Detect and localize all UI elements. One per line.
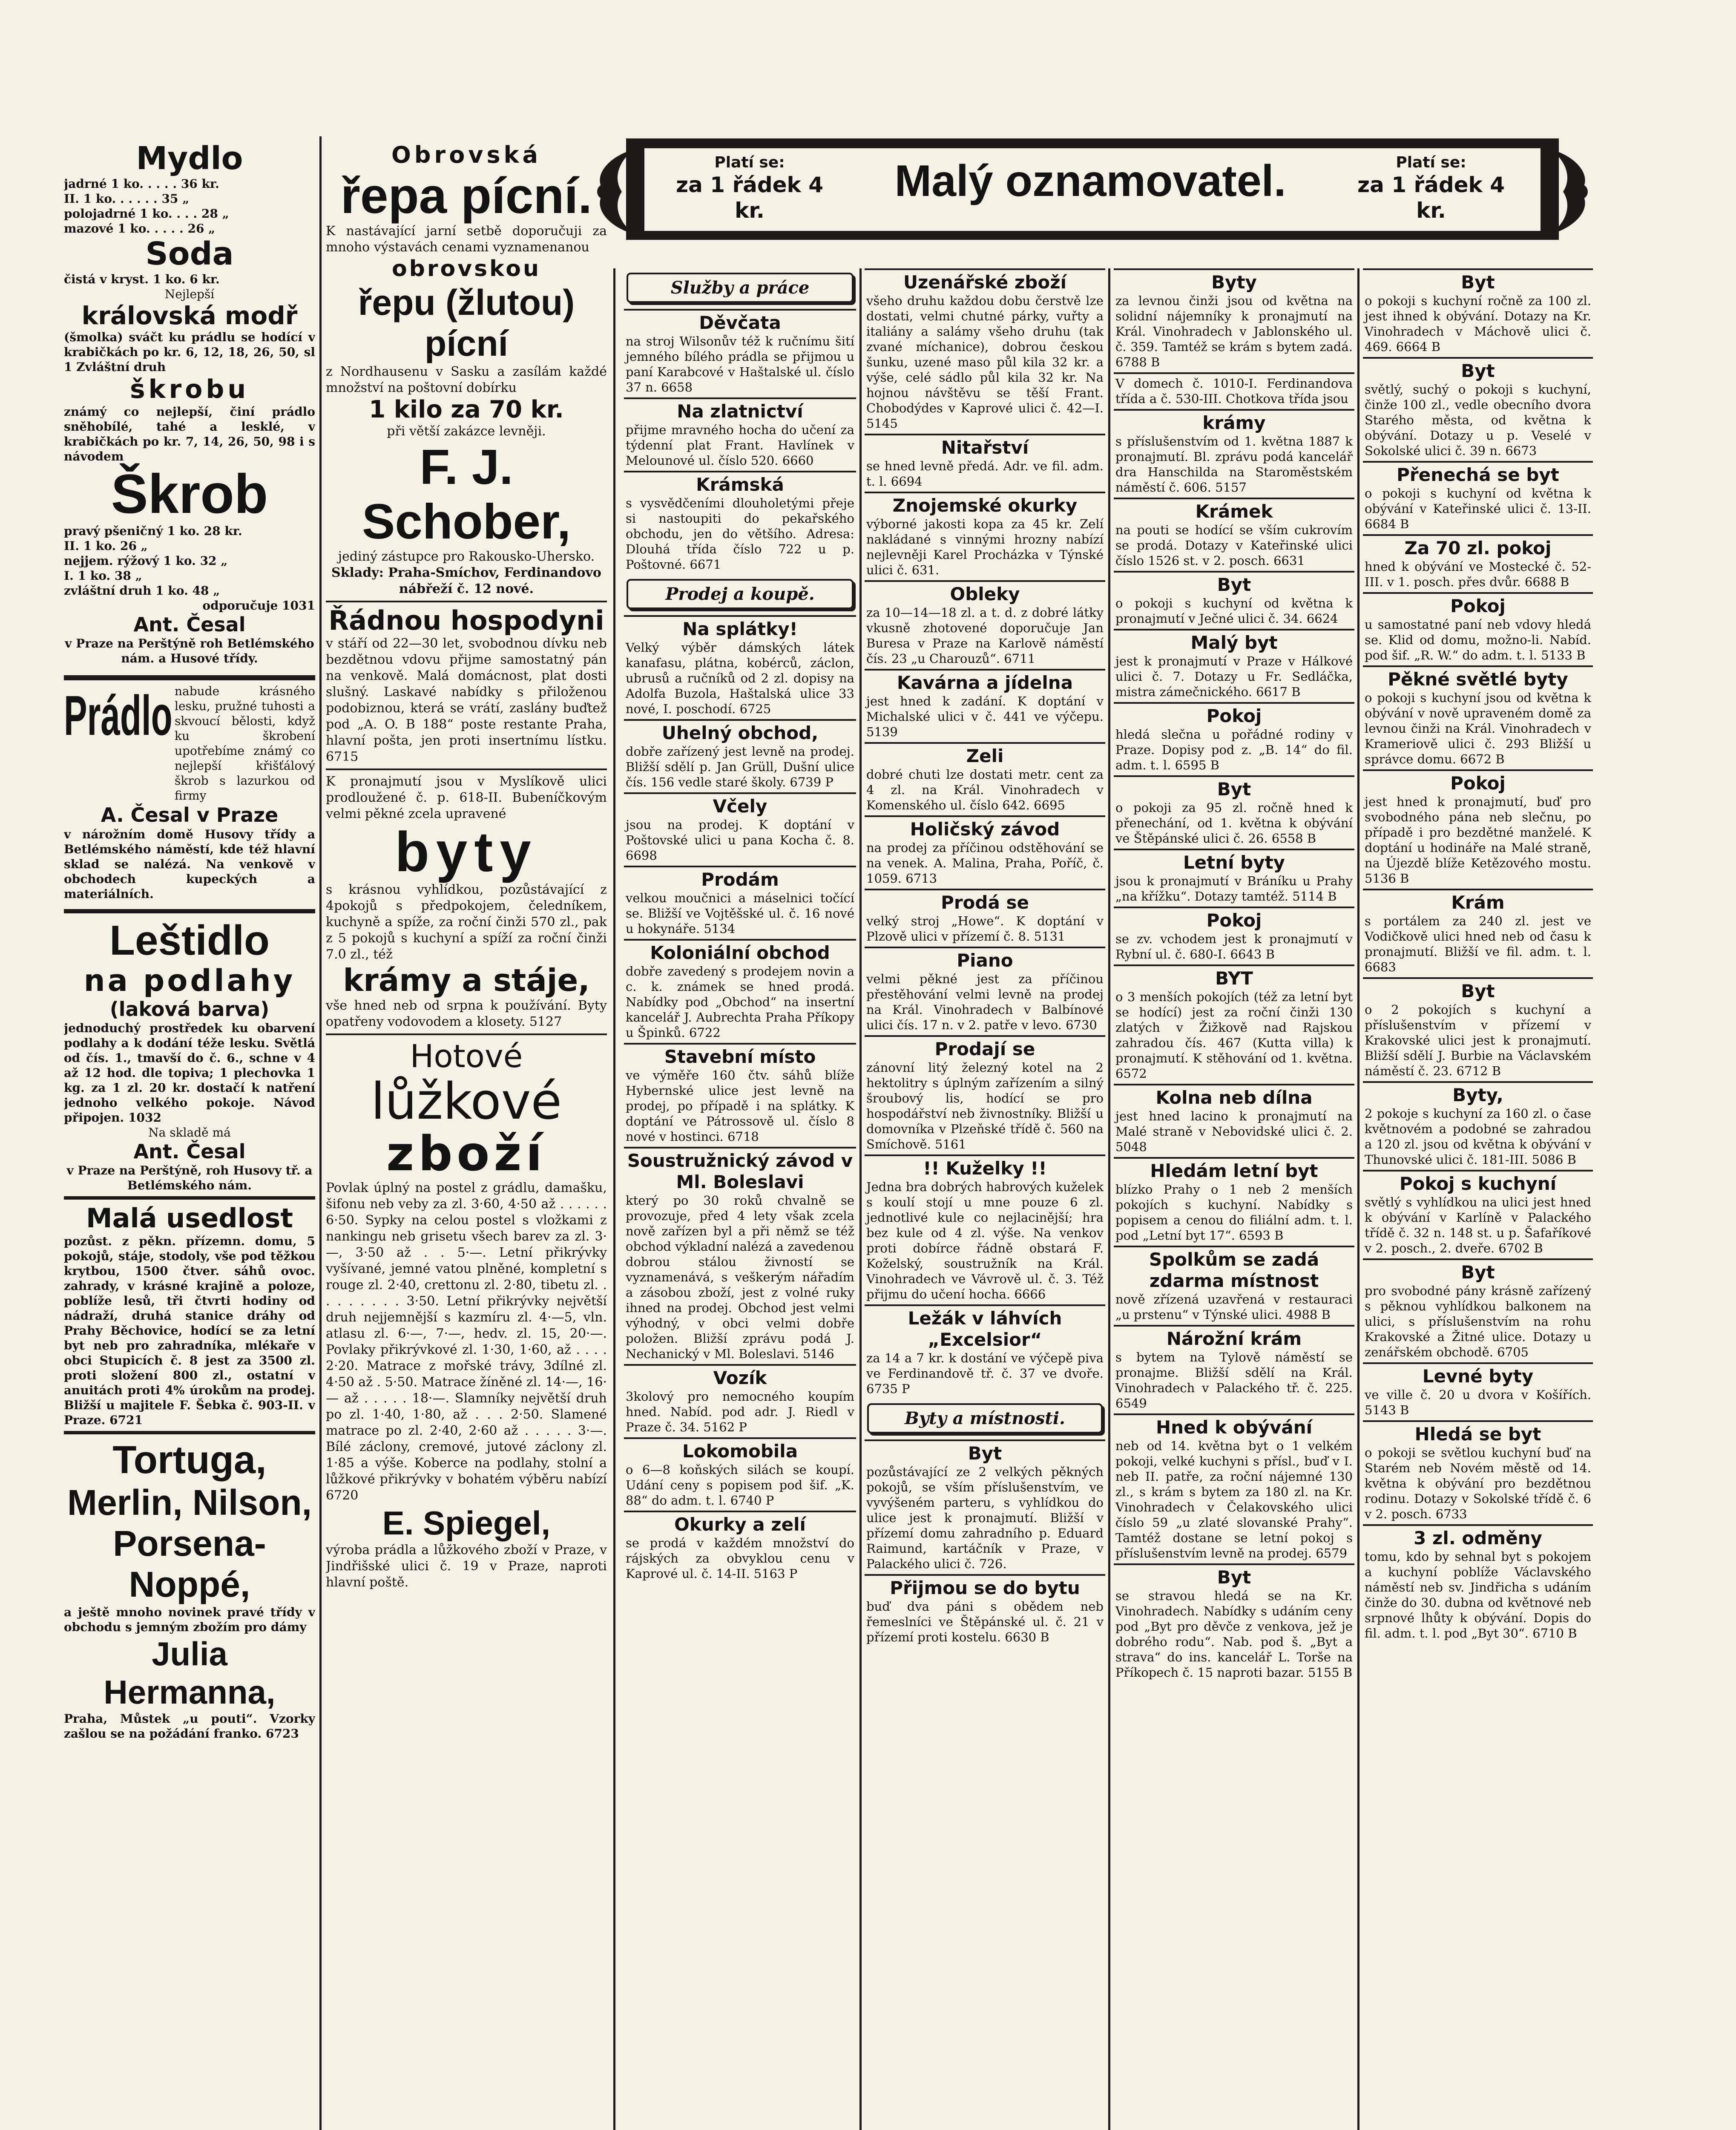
radnou-body: v stáří od 22—30 let, svobodnou dívku neb bezdětnou vdovu přijme samostatný pán na venkově. Malá domácnost, plat dosti slušný. Laskavé nabídky s přiloženou podobiznou, která se vrátí, zaslány buďtež pod „A. O. B 188“ poste restante Praha, hlavní pošta, jen proti insertnímu lístku. 6715 (326, 636, 607, 764)
obrovskou: obrovskou (391, 256, 541, 282)
classified-ad (865, 1574, 1105, 1647)
classified-ad (865, 947, 1105, 1035)
kramy-title: krámy a stáje, (343, 962, 590, 998)
ad-body: o pokoji za 95 zl. ročně hned k přenechání, od 1. května k obývání ve Štěpánské ulici č. 26. 6558 B (1115, 800, 1353, 846)
ad-title: Krámek (1195, 501, 1273, 522)
ad-body: světlý, suchý o pokoji s kuchyní, činže 100 zl., vedle obecního dvora Starého města, od května k obývání. Dotazy u p. Veselé v Sokolské ulici č. 39 n. 6673 (1365, 382, 1591, 458)
mydlo-price-list (64, 176, 315, 236)
ad-title: Hledám letní byt (1150, 1160, 1318, 1181)
classified-ad (1363, 461, 1593, 534)
classified-ad (1363, 1362, 1593, 1420)
zbozi-title: zboží (386, 1126, 546, 1182)
pradlo-title: Prádlo (64, 684, 172, 747)
ad-title: Byt (1217, 1567, 1251, 1588)
ad-title: Byty, (1452, 1085, 1503, 1105)
divider (64, 675, 315, 680)
classified-ad (1114, 702, 1354, 775)
ad-body: u samostatné paní neb vdovy hledá se. Klid od domu, možno-li. Nabíd. pod šif. „R. W.“ do adm. t. l. 5133 B (1365, 617, 1591, 662)
ad-body: V domech č. 1010-I. Ferdinandova třída a č. 530-III. Chotkova třída jsou (1115, 376, 1353, 406)
banner-left-bottom: za 1 řádek 4 kr. (676, 173, 823, 223)
ad-body: o pokoji se světlou kuchyní buď na Starém neb Novém městě od 14. května k obývání pro bezdětnou rodinu. Dotazy v Sokolské třídě č. 6 v 2. posch. 6733 (1365, 1445, 1591, 1521)
classified-ad (865, 742, 1105, 815)
price-line: II. 1 ko. 26 „ (64, 539, 148, 553)
ad-body: ve ville č. 20 u dvora v Košířích. 5143 B (1365, 1387, 1591, 1417)
cesal-address: v Praze na Perštýně roh Betlémského nám. a Husové třídy. (65, 636, 314, 665)
classified-ad (865, 492, 1105, 580)
spiegel-name: E. Spiegel, (382, 1504, 551, 1542)
ad-body: se zv. vchodem jest k pronajmutí v Rybní ul. č. 680-I. 6643 B (1115, 932, 1353, 961)
ad-title: Byt (1461, 981, 1495, 1002)
ad-title: Byt (1217, 574, 1251, 595)
ad-title: Spolkům se zadá zdarma místnost (1149, 1249, 1319, 1291)
ad-title: Nárožní krám (1166, 1328, 1302, 1349)
ad-body: se prodá v každém množství do rájských za obvyklou cenu v Kaprové ul. č. 14-II. 5163 P (626, 1536, 854, 1581)
ad-title: Pěkné světlé byty (1388, 669, 1568, 690)
classified-ad (624, 719, 856, 792)
banner-title: Malý oznamovatel. (894, 156, 1286, 206)
ad-title: Obleky (950, 584, 1020, 604)
ad-title: Přijmou se do bytu (890, 1577, 1080, 1598)
repu-body: z Nordhausenu v Sasku a zasílám každé množství na poštovní dobírku (326, 364, 607, 395)
ad-title: Pokoj (1450, 773, 1506, 794)
pronajmuti-body: K pronajmutí jsou v Myslíkově ulici prodloužené č. p. 618-II. Bubeníčkovým velmi pěkné zcela upravené (326, 774, 607, 821)
ad-title: Okurky a zelí (674, 1514, 806, 1535)
ad-title: Byt (1461, 360, 1495, 381)
classified-ad (1114, 409, 1354, 498)
soda-title: Soda (145, 236, 234, 272)
classified-ad (1114, 1157, 1354, 1246)
classified-ad (865, 1035, 1105, 1154)
ad-title: Soustružnický závod v Ml. Boleslavi (627, 1150, 853, 1192)
ad-body: Velký výběr dámských látek kanafasu, plátna, kobérců, záclon, ubrusů a ručníků od 2 zl. dopisy na Adolfa Buzola, Haštalská ulice 33 nové, I. poschodí. 6725 (626, 640, 854, 716)
column-rule (1108, 268, 1110, 2130)
lestidlo-sklad: Na skladě má (148, 1125, 231, 1140)
classified-ad (865, 1304, 1105, 1399)
ad-body: jest hned k zadání. K doptání v Michalské ulici v č. 441 ve výčepu. 5139 (866, 694, 1104, 739)
price-line: jadrné 1 ko. . . . . 36 kr. (64, 177, 219, 191)
ad-body: blízko Prahy o 1 neb 2 menších pokojích s kuchyní. Nabídky s popisem a cenou do filiální adm. t. l. pod „Letní byt 17“. 6593 B (1115, 1182, 1353, 1243)
ad-title: Krám (1451, 892, 1505, 913)
ad-body: dobře zařízený jest levně na prodej. Bližší sdělí p. Jan Grüll, Dušní ulice čís. 156 vedle staré školy. 6739 P (626, 744, 854, 789)
column-4 (865, 268, 1105, 2130)
ad-title: Na zlatnictví (677, 401, 803, 422)
classified-ad (1114, 571, 1354, 629)
pradlo-side: nabude krásného lesku, pružné tuhosti a skvoucí bělosti, když ku škrobení upotřebíme známý co nejlepší křišťálový škrob s lazurkou od firmy (175, 684, 315, 803)
ad-body: o pokoji s kuchyní od května k pronajmutí v Ječné ulici č. 34. 6624 (1115, 596, 1353, 626)
ad-title: Koloniální obchod (650, 942, 830, 963)
price-line: II. 1 ko. . . . . . 35 „ (64, 192, 190, 206)
hermann-title: Julia Hermanna, (103, 1635, 276, 1711)
classified-ad (1114, 1246, 1354, 1325)
classified-ad (624, 397, 856, 471)
classified-ad (1114, 1413, 1354, 1563)
column-rule (319, 136, 322, 2130)
schober-sklady: Sklady: Praha-Smíchov, Ferdinandovo nábřeží č. 12 nové. (331, 565, 601, 596)
ad-title: krámy (1202, 412, 1266, 433)
ad-body: o 3 menších pokojích (též za letní byt se hodící) jest za roční činži 130 zlatých v Žižkově nad Rajskou zahradou čís. 467 (Kutta villa) k pronajmutí. K stěhování od 1. května. 6572 (1115, 990, 1353, 1081)
ad-body: pro svobodné pány krásně zařízený s pěknou vyhlídkou balkonem na ulici, s příslušenstvím na rohu Krakovské a Žitné ulice. Dotazy u zenářském obchodě. 6705 (1365, 1284, 1591, 1359)
ad-title: Prodám (701, 869, 779, 890)
column-2 (326, 136, 607, 2130)
ads-list (865, 1439, 1105, 1647)
repu-title: řepu (žlutou) pícní (358, 282, 575, 363)
ad-body: na pouti se hodící se vším cukrovím se prodá. Dotazy v Kateřinské ulici číslo 1526 st. v 2. posch. 6631 (1115, 523, 1353, 568)
ad-body: jest hned k pronajmutí, buď pro svobodného pána neb slečnu, po případě i pro bezdětné manželé. K doptání u hodináře na Malé straně, na Újezdě blíže Ketězového mostu. 5136 B (1365, 794, 1591, 886)
classified-ad (624, 939, 856, 1043)
ad-title: Byt (1461, 1262, 1495, 1283)
classified-ad (624, 309, 856, 397)
ad-title: BYT (1215, 968, 1253, 989)
banner-left-top: Platí se: (714, 154, 785, 171)
ad-title: Levné byty (1422, 1366, 1534, 1387)
radnou-title: Řádnou hospodyni (328, 605, 604, 636)
column-rule (1357, 268, 1359, 2130)
classified-ad (865, 1439, 1105, 1574)
ad-body: jsou na prodej. K doptání v Poštovské ulici u pana Kocha č. 8. 6698 (626, 817, 854, 863)
skrobu-title: škrobu (129, 374, 250, 404)
section-sluzby: Služby a práce (627, 273, 854, 303)
banner-right-bottom: za 1 řádek 4 kr. (1357, 173, 1505, 223)
classified-ad (865, 669, 1105, 742)
lestidlo-body: jednoduchý prostředek ku obarvení podlahy a k dodání téže lesku. Světlá od čís. 1., tmavší do č. 6., schne v 4 až 12 hod. dle topiva; 1 plechovka 1 kg. za 1 zl. 20 kr. dostačí k natření jednoho velkého pokoje. Návod připojen. 1032 (64, 1021, 315, 1125)
classified-ad (1114, 1325, 1354, 1413)
price-line: zvláštní druh 1 ko. 48 „ (64, 584, 220, 598)
skrob-title: Škrob (111, 463, 268, 525)
ad-title: Pokoj (1206, 705, 1262, 726)
ad-title: Za 70 zl. pokoj (1404, 538, 1552, 558)
lestidlo-firm: Ant. Česal (133, 1140, 246, 1163)
cesal-name: Ant. Česal (133, 613, 246, 636)
ad-body: o pokoji s kuchyní jsou od května k obývání v nově upraveném domě za levnou činži na Král. Vinohradech v Krameriově ulici č. 293 Bližší u správce domu. 6672 B (1365, 691, 1591, 766)
ad-title: Zeli (966, 746, 1004, 766)
mydlo-title: Mydlo (136, 140, 243, 177)
ad-title: Byt (1461, 272, 1495, 293)
porsena-title: Porsena-Noppé, (113, 1523, 266, 1604)
ad-title: Byty (1211, 272, 1257, 293)
column-5 (1114, 268, 1354, 2130)
ad-body: výborné jakosti kopa za 45 kr. Zelí nakládané s vinnými hrozny nabízí nejlevněji Karel Procházka v Týnské ulici č. 631. (866, 517, 1104, 577)
ad-body: se hned levně předá. Adr. ve fil. adm. t. l. 6694 (866, 459, 1104, 489)
divider (64, 1431, 315, 1434)
modr-title: královská modř (81, 301, 298, 330)
banner-price-right (1342, 153, 1520, 223)
banner-price-left (660, 153, 839, 223)
ad-body: na stroj Wilsonův též k ručnímu šití jemného bílého prádla se přijmou u paní Karabcové v Haštalské ul. číslo 37 n. 6658 (626, 334, 854, 394)
ad-title: Na splátky! (682, 619, 798, 639)
ad-body: velkou moučnici a máselnici točící se. Bližší ve Vojtěšské ul. č. 16 nové u hokynáře. 5134 (626, 891, 854, 936)
byty-title: byty (395, 820, 538, 883)
repa-body: K nastávající jarní setbě doporučuji za mnoho výstavách cenami vyznamenanou (326, 224, 607, 255)
pradlo-block (64, 684, 315, 803)
classified-ad (1363, 534, 1593, 592)
ad-body: tomu, kdo by sehnal byt s pokojem a kuchyní poblíže Václavského náměstí neb sv. Jindřicha s udáním činže do 30. dubna od květnové neb srpnové lhůty k obývání. Dopis do fil. adm. t. l. pod „Byt 30“. 6710 B (1365, 1549, 1591, 1641)
price-line: polojadrné 1 ko. . . . 28 „ (64, 207, 229, 221)
ad-body: se stravou hledá se na Kr. Vinohradech. Nabídky s udáním ceny pod „Byt pro děvče z venkova, jež je dobrého rodu“. Nab. pod š. „Byt a strava“ do ins. kancelář L. Torše na Příkopech č. 15 naproti bazar. 5155 B (1115, 1589, 1353, 1680)
usedlost-title: Malá usedlost (86, 1203, 293, 1234)
skrob-price-list (64, 524, 315, 613)
ad-title: Pokoj (1450, 596, 1506, 616)
ads-list (1114, 268, 1354, 1683)
ad-body: za 10—14—18 zl. a t. d. z dobré látky vkusně zhotovené doporučuje Jan Buresa v Praze na Karlově náměstí čís. 23 „u Charouzů“. 6711 (866, 605, 1104, 666)
classified-ad (865, 1154, 1105, 1304)
classifieds-banner (588, 128, 1593, 264)
column-1 (64, 136, 315, 2130)
lestidlo-sub: na podlahy (83, 963, 296, 998)
classified-ad (1114, 1084, 1354, 1157)
classified-ad (865, 268, 1105, 434)
price-line: mazové 1 ko. . . . . 26 „ (64, 222, 216, 236)
ad-title: Pokoj (1206, 910, 1262, 931)
ad-title: Včely (713, 796, 767, 817)
classified-ad (624, 471, 856, 575)
ad-body: za levnou činži jsou od května na solidní nájemníky k pronajmutí na Král. Vinohradech v Jablonského ul. č. 359. Tamtéž se krám s bytem zadá. 6788 B (1115, 294, 1353, 369)
ad-title: Byt (968, 1443, 1002, 1464)
tortuga-body: a ještě mnoho novinek pravé třídy v obchodu s jemným zbožím pro dámy (64, 1605, 315, 1634)
section-byty: Byty a místnosti. (867, 1403, 1103, 1433)
price-line: nejjem. rýžový 1 ko. 32 „ (64, 554, 228, 568)
classified-ad (865, 889, 1105, 947)
price-line: pravý pšeničný 1 ko. 28 kr. (64, 524, 242, 538)
ad-title: Děvčata (699, 312, 781, 333)
kramy-body: vše hned neb od srpna k používání. Byty opatřeny vodovodem a klosety. 5127 (326, 998, 607, 1029)
kilo-price: 1 kilo za 70 kr. (369, 396, 564, 423)
ad-title: Kavárna a jídelna (897, 672, 1073, 693)
ad-title: Letní byty (1183, 852, 1285, 873)
ad-title: !! Kuželky !! (923, 1158, 1047, 1179)
pradlo-body: v nárožním domě Husovy třídy a Betlémského náměstí, kde též hlavní sklad se nalézá. Na venkově v obchodech kupeckých a materiálních. (64, 827, 315, 901)
ad-title: Pokoj s kuchyní (1399, 1173, 1557, 1194)
classified-ad (1114, 849, 1354, 907)
ad-body: velmi pěkné jest za příčinou přestěhování velmi levně na prodej na Král. Vinohradech v Balbínové ulici čís. 17 n. v 2. patře v levo. 6730 (866, 972, 1104, 1032)
ad-body: o pokoji s kuchyní ročně za 100 zl. jest ihned k obývání. Dotazy na Kr. Vinohradech v Máchově ulici č. 469. 6664 B (1365, 294, 1591, 354)
ad-title: Kolna neb dílna (1155, 1087, 1313, 1108)
ad-body: jest hned lacino k pronajmutí na Malé straně v Nebovidské ulici č. 2. 5048 (1115, 1109, 1353, 1154)
ad-body: neb od 14. května byt o 1 velkém pokoji, velké kuchyni s přísl., buď v I. neb II. patře, za roční nájemné 130 zl., s krám s bytem za 180 zl. na Kr. Vinohradech v Čelakovského ulici číslo 59 „u zlaté slovanské Prahy“. Tamtéž dostane se letní pokoj s příslušenstvím levně na prodej. 6579 (1115, 1439, 1353, 1560)
ad-body: velký stroj „Howe“. K doptání v Plzově ulici v přízemí č. 8. 5131 (866, 914, 1104, 944)
ad-body: dobře zavedený s prodejem novin a c. k. známek se hned prodá. Nabídky pod „Obchod“ na insertní kancelář J. Aubrechta Praha Příkopy u Špinků. 6722 (626, 964, 854, 1040)
ad-body: buď dva páni s obědem neb řemeslníci ve Štěpánské ul. č. 21 v přízemí proti kostelu. 6630 B (866, 1599, 1104, 1644)
ad-title: Znojemské okurky (892, 495, 1078, 516)
column-6 (1363, 268, 1593, 2130)
classified-ad (865, 815, 1105, 889)
classified-ad (1114, 629, 1354, 702)
ads-list (865, 268, 1105, 1399)
ad-body: s bytem na Tylově náměstí se pronajme. Bližší sdělí na Král. Vinohradech v Palackého tř. č. 225. 6549 (1115, 1350, 1353, 1410)
ad-title: 3 zl. odměny (1414, 1528, 1542, 1549)
ad-title: Hned k obývání (1155, 1417, 1313, 1438)
ad-title: Byt (1217, 779, 1251, 800)
classified-ad (1114, 1563, 1354, 1683)
ad-title: Vozík (713, 1367, 767, 1388)
classified-ad (624, 792, 856, 866)
hotove-title: Hotové (410, 1038, 523, 1075)
ad-title: Uhelný obchod, (661, 722, 819, 743)
ad-title: Stavební místo (664, 1046, 816, 1067)
ad-body: který po 30 roků chvalně se provozuje, před 4 lety však zcela nově zařízen byl a při němž se též obchod výkladní nalézá a zavedenou dobrou stálou živností se vyznamenává, s veškerým nářadím a zásobou zboží, jest z volné ruky ihned na prodej. Obchod jest velmi výhodný, v obci velmi dobře položen. Bližší zprávu podá J. Nechanický v Ml. Boleslavi. 5146 (626, 1193, 854, 1361)
ad-body: Jedna bra dobrých habrových kuželek s koulí stojí u mne pouze 6 zl. jednotlivé kule co nejlacinější; hra bez kule od 4 zl. výše. Na venkov proti dobírce řádně obstará F. Koželský, soustružník na Král. Vinohradech ve Vávrově ul. č. 3. Též přijmu do učení hocha. 6666 (866, 1180, 1104, 1301)
spiegel-body: výroba prádla a lůžkového zboží v Praze, v Jindřišské ulici č. 19 v Praze, naproti hlavní poště. (326, 1543, 607, 1590)
classified-ad (1363, 1170, 1593, 1258)
lestidlo-title: Leštidlo (109, 917, 270, 964)
classified-ad (624, 615, 856, 719)
classified-ad (1363, 889, 1593, 977)
ad-title: Krámská (696, 474, 784, 495)
ad-title: Holičský závod (910, 819, 1060, 840)
banner-right-top: Platí se: (1396, 154, 1466, 171)
classified-ad (1363, 1258, 1593, 1362)
ad-title: Piano (957, 950, 1013, 971)
schober-body: jediný zástupce pro Rakousko-Uhersko. (338, 549, 595, 564)
classified-ad (624, 1364, 856, 1437)
ad-title: Uzenářské zboží (903, 272, 1067, 293)
ad-body: nově zřízená uzavřená v restauraci „u prstenu“ v Týnské ulici. 4988 B (1115, 1292, 1353, 1322)
ad-body: světlý s vyhlídkou na ulici jest hned k obývání v Karlíně v Palackého třídě č. 32 n. 148 st. u p. Šafaříkové v 2. posch., 2. dveře. 6702 B (1365, 1195, 1591, 1255)
luzkove-title: lůžkové (371, 1072, 562, 1131)
ad-title: Přenechá se byt (1397, 464, 1559, 485)
classified-ad (624, 866, 856, 939)
ad-body: všeho druhu každou dobu čerstvě lze dostati, velmi chutné párky, vuřty a italiány a salámy všeho druhu (tak zvané míchanice), dobrou českou šunku, uzené maso půl kila 32 kr. a výše, celé sádlo půl kila 32 kr. Na hojnou návštěvu se těší Frant. Chobodýdes v Kaprové ulici č. 42—I. 5145 (866, 294, 1104, 431)
classified-ad (865, 580, 1105, 669)
byty-body: s krásnou vyhlídkou, pozůstávající z 4pokojů s předpokojem, čeledníkem, kuchyně a spíže, za roční činži 570 zl., pak z 5 pokojů s kuchyní a spíží za roční činži 7.0 zl., též (326, 882, 607, 962)
section-prodej: Prodej a koupě. (627, 579, 854, 609)
ad-body: 2 pokoje s kuchyní za 160 zl. o čase květnovém a podobné se zahradou a 120 zl. jsou od května k obývání v Thunovské ulici č. 181-III. 5086 B (1365, 1106, 1591, 1167)
ad-body: pozůstávající ze 2 velkých pěkných pokojů, se vším příslušenstvím, ve vyvýšeném parteru, s vyhlídkou do ulice jest k pronajmutí. Bližší v přízemí domu zahradního p. Eduard Raimund, kartáčník v Praze, v Palackého ulici č. 726. (866, 1465, 1104, 1571)
ad-body: za 14 a 7 kr. k dostání ve výčepě piva ve Ferdinandově tř. č. 37 ve dvoře. 6735 P (866, 1351, 1104, 1396)
usedlost-body: pozůst. z pěkn. přízemn. domu, 5 pokojů, stáje, stodoly, vše pod těžkou krytbou, 1500 čtver. sáhů ovoc. zahrady, v krásné krajině a poloze, poblíže lesů, tři čtvrti hodiny od nádraží, druhá stanice dráhy od Prahy Běchovice, hodící se za letní byt neb pro zahradníka, mlékaře v obci Stupicích č. 8 jest za 3500 zl. proti složení 800 zl., ostatní v anuitách proti 4% úrokům na prodej. Bližší u majitele F. Šebka č. 903-II. v Praze. 6721 (64, 1234, 315, 1427)
classified-ad (624, 1147, 856, 1364)
ad-body: s vysvědčeními dlouholetými přeje si nastoupiti do pekařského obchodu, jen do většího. Adresa: Dlouhá třída číslo 722 u p. Poštovné. 6671 (626, 496, 854, 572)
modr-body: (šmolka) sváčt ku prádlu se hodící v krabičkách po kr. 6, 12, 18, 26, 50, sl 1 Zvláštní druh (64, 330, 315, 374)
ad-body: o 6—8 koňských silách se koupí. Udání ceny s popisem pod šif. „K. 88“ do adm. t. l. 6740 P (626, 1462, 854, 1508)
skrobu-body: známý co nejlepší, činí prádlo sněhobílé, tahé a lesklé, v krabičkách po kr. 7, 14, 26, 50, 98 i s návodem (64, 405, 315, 463)
modr-pre: Nejlepší (164, 287, 215, 301)
obrovska-title: Obrovská (391, 141, 541, 168)
ad-title: Hledá se byt (1414, 1424, 1541, 1445)
ad-body: hledá slečna u pořádné rodiny v Praze. Dopisy pod z. „B. 14“ do fil. adm. t. l. 6595 B (1115, 727, 1353, 772)
divider (326, 769, 607, 770)
ad-title: Malý byt (1190, 632, 1278, 653)
ad-title: Ležák v láhvích „Excelsior“ (908, 1308, 1062, 1350)
classified-ad (1114, 907, 1354, 964)
classified-ad (1114, 498, 1354, 571)
divider (326, 1033, 607, 1035)
ad-body: zánovní litý železný kotel na 2 hektolitry s úplným zařízením a silný šroubový lis, hodící se pro hospodářství neb živnostníky. Bližší u domovníka v Plzeňské třídě č. 560 na Smíchově. 5161 (866, 1060, 1104, 1151)
repa-title: řepa pícní. (340, 168, 592, 224)
classified-ad (1114, 372, 1354, 409)
classified-ad (1363, 977, 1593, 1081)
ad-body: s příslušenstvím od 1. května 1887 k pronajmutí. Bl. zprávu podá kancelář dra Hanschilda na Staroměstském náměstí č. 606. 5157 (1115, 434, 1353, 495)
classified-ad (1363, 665, 1593, 769)
ads-list (1363, 268, 1593, 1644)
classified-ad (1114, 964, 1354, 1084)
classified-ad (1114, 775, 1354, 849)
classified-ad (1114, 268, 1354, 372)
classified-ad (624, 1511, 856, 1584)
soda-line: čistá v kryst. 1 ko. 6 kr. (64, 272, 220, 286)
right-ornament-icon (1546, 145, 1597, 239)
ad-title: Prodají se (934, 1039, 1035, 1059)
column-3 (624, 268, 856, 2130)
kilo-note: při větší zakázce levněji. (387, 424, 546, 439)
classified-ad (865, 434, 1105, 492)
classified-ad (624, 1437, 856, 1511)
hermann-address: Praha, Můstek „u pouti“. Vzorky zašlou se na požádání franko. 6723 (64, 1712, 315, 1741)
column-rule (613, 268, 615, 2130)
column-rule (859, 268, 862, 2130)
classified-ad (1363, 769, 1593, 889)
ad-body: jsou k pronajmutí v Bráníku u Prahy „na křížku“. Dotazy tamtéž. 5114 B (1115, 874, 1353, 904)
price-line: I. 1 ko. 38 „ (64, 569, 142, 583)
divider (64, 1196, 315, 1200)
ad-title: Lokomobila (682, 1441, 798, 1462)
ad-body: přijme mravného hocha do učení za týdenní plat Frant. Havlínek v Melounové ul. číslo 520. 6660 (626, 423, 854, 468)
ad-body: na prodej za příčinou odstěhování se na venek. A. Malina, Praha, Poříč, č. 1059. 6713 (866, 840, 1104, 886)
classified-ad (1363, 1420, 1593, 1524)
classified-ad (1363, 1524, 1593, 1644)
lestidlo-sub2: (laková barva) (109, 998, 270, 1021)
price-line: odporučuje 1031 (202, 599, 315, 613)
ad-body: hned k obývání ve Mostecké č. 52-III. v 1. posch. přes dvůr. 6688 B (1365, 559, 1591, 589)
newspaper-page (64, 128, 1591, 2130)
ad-body: o 2 pokojích s kuchyní a příslušenstvím v přízemí v Krakovské ulici jest k pronajmutí. Bližší sdělí J. Burbie na Václavském náměstí č. 23. 6712 B (1365, 1002, 1591, 1078)
classified-ad (1363, 592, 1593, 665)
ad-body: ve výměře 160 čtv. sáhů blíže Hybernské ulice jest levně na prodej, po případě i na splátky. K doptání ve Pátrossově ul. číslo 8 nové v hostinci. 6718 (626, 1068, 854, 1144)
schober-name: F. J. Schober, (362, 439, 571, 549)
divider (326, 601, 607, 602)
ad-body: dobré chuti lze dostati metr. cent za 4 zl. na Král. Vinohradech v Komenského ul. číslo 642. 6695 (866, 767, 1104, 812)
lestidlo-address: v Praze na Perštýně, roh Husovy tř. a Betlémského nám. (66, 1163, 313, 1192)
classified-ad (1363, 1081, 1593, 1170)
pradlo-firm: A. Česal v Praze (101, 803, 279, 826)
ad-body: jest k pronajmutí v Praze v Hálkové ulici č. 7. Dotazy u Fr. Sedláčka, mistra zámečnického. 6617 B (1115, 654, 1353, 699)
merlin-title: Merlin, Nilson, (67, 1482, 312, 1523)
ad-body: s portálem za 240 zl. jest ve Vodičkově ulici hned neb od času k pronajmutí. Bližší ve fil. adm. t. l. 6683 (1365, 914, 1591, 974)
classified-ad (624, 1043, 856, 1147)
classified-ad (1363, 357, 1593, 461)
ad-body: 3kolový pro nemocného koupím hned. Nabíd. pod adr. J. Riedl v Praze č. 34. 5162 P (626, 1389, 854, 1434)
ads-list (624, 615, 856, 1584)
ad-body: o pokoji s kuchyní od května k obývání v Kateřinské ulici č. 13-II. 6684 B (1365, 486, 1591, 531)
divider (64, 909, 315, 913)
luzkove-body: Povlak úplný na postel z grádlu, damašku, šifonu neb veby za zl. 3·60, 4·50 až . . . . . . 6·50. Sypky na celou postel s vložkami z nankingu neb grisetu všech barev za zl. 3·—, 3·50 až . . 5·—. Letní přikrývky vyšívané, jemné vatou plněné, kompletní s rouge zl. 2·40, crettonu zl. 2·80, tibetu zl. . . . . . . . . 3·50. Letní přikrývky největší druh nejjemnější s kazmíru zl. 4·—5, vln. atlasu zl. 6·—, 7·—, hedv. zl. 15, 20·—. Povlaky přikrývkové zl. 1·30, 1·60, až . . . . 2·20. Matrace z mořské trávy, 3dílné zl. 4·50 až . 5·50. Matrace žíněné zl. 14·—, 16·— až . . . . . 18·—. Slamníky největší druh po zl. 1·40, 1·80, až . . . 2·50. Slamené matrace po zl. 2·40, 2·60 až . . . . . 3·—. Bílé záclony, cremové, jutové záclony zl. 1·85 a výše. Koberce na podlahy, stolní a lůžkové přikrývky v bohatém výběru nabízí 6720 (326, 1180, 607, 1503)
tortuga-title: Tortuga, (112, 1438, 267, 1482)
ads-list (624, 309, 856, 575)
ad-title: Nitařství (941, 437, 1029, 458)
classified-ad (1363, 268, 1593, 357)
ad-title: Prodá se (941, 892, 1029, 913)
